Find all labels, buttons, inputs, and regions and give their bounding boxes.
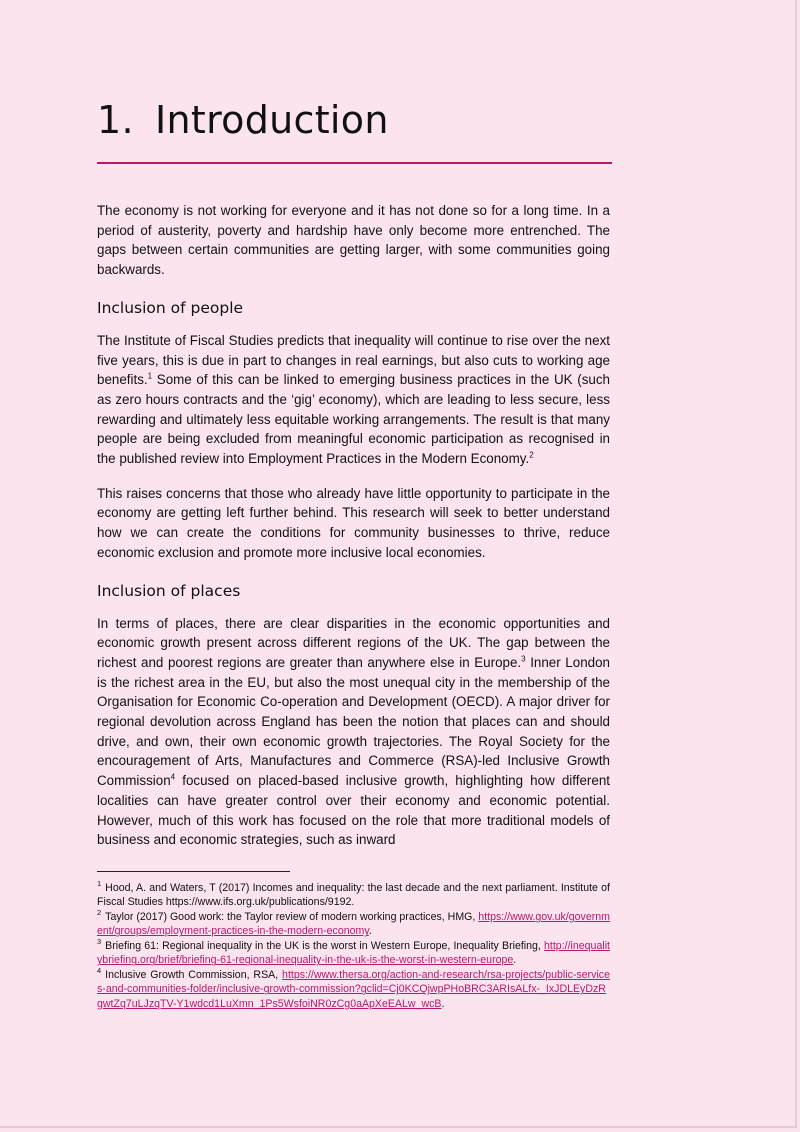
page-title bbox=[97, 95, 610, 145]
footnote-number: 4 bbox=[97, 966, 102, 976]
footnote-ref-4: 4 bbox=[170, 772, 176, 782]
footnote-2 bbox=[97, 910, 610, 939]
footnote-ref-1: 1 bbox=[147, 371, 153, 381]
people-text-a: The Institute of Fiscal Studies predicts that inequality will continue to rise over the next five years, this is due in part to changes in real earnings, but also cuts to working age benefits. bbox=[97, 332, 610, 388]
footnote-number: 2 bbox=[97, 908, 102, 918]
footnote-link-rsa[interactable]: https://www.thersa.org/action-and-research/rsa-projects/public-services-and-communities-folder/inclusive-growth-commission?gclid=Cj0KCQjwpPHoBRC3ARIsALfx-_IxJDLEyDzRgwtZq7uLJzqTV-Y1wdcd1LuXmn_1Ps5WsfoiNR0zCg0aApXeEALw_wcB bbox=[97, 968, 610, 1010]
footnote-end: . bbox=[441, 997, 445, 1010]
places-text-b: Inner London is the richest area in the EU, but also the most unequal city in the membership of the Organisation for Economic Co-operation and Development (OECD). A major driver for regional devolution across England has been the notion that places can and should drive, and own, their own economic growth trajectories. The Royal Society for the encouragement of Arts, Manufactures and Commerce (RSA)-led Inclusive Growth Commission bbox=[97, 654, 610, 789]
people-text-b: Some of this can be linked to emerging business practices in the UK (such as zero hours contracts and the ‘gig’ economy), which are leading to less secure, less rewarding and ultimately less equitable working arrangements. The result is that many people are being excluded from meaningful economic participation as recognised in the published review into Employment Practices in the Modern Economy. bbox=[97, 372, 610, 467]
heading-inclusion-of-places: Inclusion of places bbox=[97, 581, 241, 600]
places-text-a: In terms of places, there are clear disparities in the economic opportunities and economic growth present across different regions of the UK. The gap between the richest and poorest regions are greater than anywhere else in Europe. bbox=[97, 615, 610, 670]
footnote-end: . bbox=[513, 954, 517, 967]
footnote-text: Hood, A. and Waters, T (2017) Incomes and inequality: the last decade and the next parliament. Institute of Fiscal Studies https://www.ifs.org.uk/publications/9192. bbox=[97, 881, 610, 909]
places-text-c: focused on placed-based inclusive growth, highlighting how different localities can have greater control over their economy and economic potential. However, much of this work has focused on the role that more traditional models of business and economic strategies, such as inward bbox=[97, 773, 610, 848]
intro-paragraph: The economy is not working for everyone and it has not done so for a long time. In a period of austerity, poverty and hardship have only become more entrenched. The gaps between certain communities are getting larger, with some communities going backwards. bbox=[97, 203, 610, 278]
footnote-1 bbox=[97, 881, 610, 910]
section-title: Introduction bbox=[155, 98, 389, 142]
section-number: 1. bbox=[97, 98, 134, 142]
footnote-text: Taylor (2017) Good work: the Taylor review of modern working practices, HMG, bbox=[105, 910, 479, 923]
footnote-text: Inclusive Growth Commission, RSA, bbox=[105, 968, 283, 981]
title-divider bbox=[97, 162, 612, 164]
footnote-number: 3 bbox=[97, 937, 102, 947]
heading-inclusion-of-people: Inclusion of people bbox=[97, 298, 244, 317]
people-paragraph-2: This raises concerns that those who already have little opportunity to participate in the economy are getting left further behind. This research will seek to better understand how we can create the conditions for community businesses to thrive, reduce economic exclusion and promote more inclusive local economies. bbox=[97, 485, 610, 560]
places-paragraph-1 bbox=[97, 614, 610, 850]
document-page bbox=[97, 95, 610, 1011]
footnote-link-inequality-briefing[interactable]: http://inequalitybriefing.org/brief/briefing-61-regional-inequality-in-the-uk-is-the-worst-in-western-europe bbox=[97, 939, 610, 967]
footnote-ref-3: 3 bbox=[521, 654, 526, 664]
footnote-number: 1 bbox=[97, 879, 102, 889]
footnotes bbox=[97, 881, 610, 1012]
footnote-divider bbox=[97, 871, 290, 872]
footnote-3 bbox=[97, 939, 610, 968]
footnote-ref-2: 2 bbox=[529, 450, 534, 460]
footnote-text: Briefing 61: Regional inequality in the UK is the worst in Western Europe, Inequality Briefing, bbox=[105, 939, 545, 952]
people-paragraph-1 bbox=[97, 331, 610, 469]
footnote-end: . bbox=[368, 925, 372, 938]
footnote-4 bbox=[97, 968, 610, 1012]
footnote-link-gov-uk[interactable]: https://www.gov.uk/government/groups/employment-practices-in-the-modern-economy bbox=[97, 910, 610, 938]
